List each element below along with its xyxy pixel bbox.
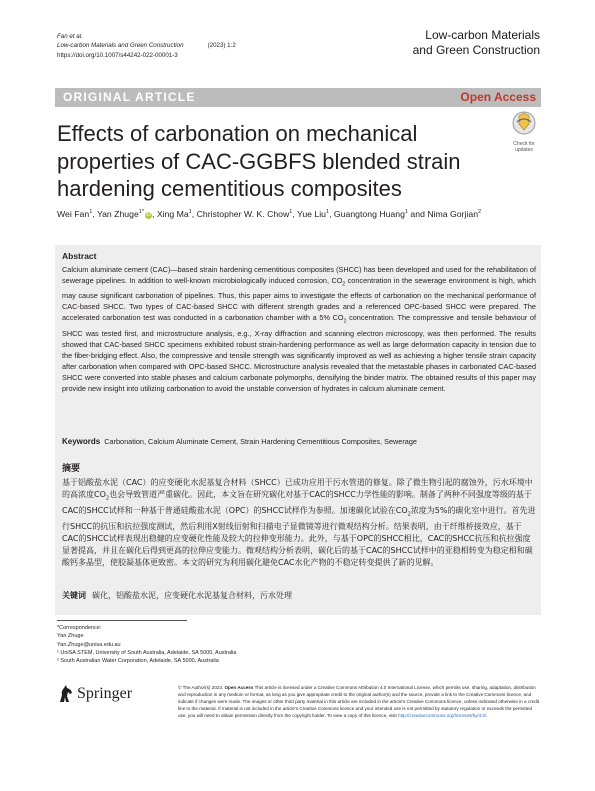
author-name[interactable]: Yan Zhuge	[96, 208, 139, 219]
chinese-abstract-heading: 摘要	[62, 463, 81, 473]
cn-part-1: 基于铝酸盐水泥（CAC）的应变硬化水泥基复合材料（SHCC）已成功应用于污水管道的修复。除了微生物引起的腐蚀外，污水环境中的高浓度CO	[62, 478, 533, 500]
keywords-text: Carbonation, Calcium Aluminate Cement, Strain Hardening Cementitious Composites, Sewerage	[104, 437, 417, 446]
article-type-label: ORIGINAL ARTICLE	[63, 90, 196, 104]
abstract-sub-2: 2	[343, 318, 347, 325]
author-affiliation: 1*	[138, 209, 144, 215]
header-authors-short: Fan et al.	[57, 33, 83, 40]
author-name[interactable]: Xing Ma	[156, 208, 189, 219]
author-name[interactable]: Nima Gorjian	[427, 208, 479, 219]
author-affiliation: 1	[89, 209, 93, 215]
abstract-part-3: concentration. The compressive and tensile behaviour of SHCC was tested first, and microstructure analysis, e.g., X-ray diffraction and scanning electron microscopy, was then performed. The results showed that CAC-based SHCC specimens exhibited robust strain-hardening performance as well as large deformation capacity in tension due to the fiber-bridging effect. Also, the compressive and tensile strength was significantly improved as well as achieving a higher tensile strain capacity after carbonation when compared with OPC-based SHCC. Microstructure analysis revealed that the metastable phases in carbonated CAC-based SHCC were converted into stable phases and calcium carbonate polymorphs, densifying the binder matrix. The obtained results of this paper may provide new insight into utilizing carbonation to avoid the unstable conversion of hydrates in calcium aluminate cement.	[62, 313, 537, 393]
cn-keywords-text: 碳化，铝酸盐水泥，应变硬化水泥基复合材料，污水处理	[92, 591, 292, 600]
license-text	[178, 684, 540, 719]
author-separator: ,	[92, 208, 97, 219]
author-name[interactable]: Yue Liu	[297, 208, 327, 219]
check-for-updates-icon	[507, 110, 541, 136]
license-body: This article is licensed under a Creative Commons Attribution 4.0 International License, which permits use, sharing, adaptation, distribution and reproduction in any medium or format, as long as you give appropriate credit to the original author(s) and the source, provide a link to the Creative Commons licence, and indicate if changes were made. The images or other third party material in this article are included in the article's Creative Commons licence, unless indicated otherwise in a credit line to the material. If material is not included in the article's Creative Commons licence and your intended use is not permitted by statutory regulation or exceeds the permitted use, you will need to obtain permission directly from the copyright holder. To view a copy of this licence, visit	[178, 685, 540, 719]
author-affiliation: 1	[326, 209, 330, 215]
author-affiliation: 2	[478, 209, 482, 215]
header-doi-link[interactable]: https://doi.org/10.1007/s44242-022-00001-3	[57, 51, 178, 59]
correspondence-email[interactable]: Yan.Zhuge@unisa.edu.au	[57, 641, 121, 648]
journal-title	[400, 28, 540, 57]
chinese-abstract-text	[62, 477, 536, 570]
author-affiliation: 1	[404, 209, 408, 215]
license-lead: © The Author(s) 2023.	[178, 685, 225, 690]
journal-title-line2: and Green Construction	[412, 42, 540, 57]
abstract-part-2: concentration in the sewerage environment is high, which may cause significant carbonation of pipelines. Thus, this paper aims to investigate the effects of carbonation on the mechanical performance of CAC-based SHCC. Two types of CAC-based SHCC with different strength grades and a referenced OPC-based SHCC were prepared. The accelerated carbonation test was conducted in a carbonation chamber with a 5% CO	[62, 276, 536, 323]
author-affiliation: 1	[289, 209, 293, 215]
header-journal-line	[57, 41, 236, 50]
title-line-1: Effects of carbonation on mechanical	[57, 121, 418, 146]
journal-title-line1: Low-carbon Materials	[425, 28, 540, 42]
cn-sub-1: 2	[105, 495, 110, 502]
author-affiliation: 1	[188, 209, 192, 215]
keywords	[62, 436, 536, 447]
author-separator: and	[408, 208, 428, 219]
title-line-2: properties of CAC-GGBFS blended strain	[57, 148, 461, 174]
correspondence-label: *Correspondence:	[57, 625, 102, 631]
correspondence-block	[57, 620, 297, 665]
license-open-access: Open Access	[224, 685, 254, 690]
correspondence-divider	[57, 620, 187, 621]
affiliation-2: ² South Australian Water Corporation, Adelaide, SA 5000, Australia	[57, 658, 219, 665]
author-name[interactable]: Guangtong Huang	[333, 208, 405, 219]
cn-part-2: 也会导致管道严重碳化。因此，本文旨在研究碳化对基于CAC的SHCC力学性能的影响。制备了两种不同强度等级的基于CAC的SHCC试样和一种基于普通硅酸盐水泥（OPC）的SHCC试样作为参照。加速碳化试验在CO	[62, 490, 532, 515]
header-year-issue: (2023) 1:2	[207, 42, 236, 50]
affiliation-1: ¹ UniSA STEM, University of South Australia, Adelaide, SA 5000, Australia	[57, 649, 237, 656]
correspondence-name: Yan Zhuge	[57, 633, 84, 640]
badge-line2: updates	[515, 147, 533, 153]
title-line-3: hardening cementitious composites	[57, 176, 402, 201]
orcid-icon[interactable]: iD	[146, 211, 151, 218]
license-end: .	[486, 713, 488, 719]
abstract-sub-1: 2	[342, 281, 346, 288]
badge-line1: Check for	[513, 141, 535, 147]
author-separator: ,	[329, 208, 334, 219]
header-journal-name: Low-carbon Materials and Green Construction	[57, 42, 184, 50]
article-title	[57, 120, 487, 203]
cn-sub-2: 2	[407, 511, 411, 518]
springer-wordmark: Springer	[77, 685, 133, 702]
author-name[interactable]: Christopher W. K. Chow	[196, 208, 290, 219]
abstract-part-1: Calcium aluminate cement (CAC)—based strain hardening cementitious composites (SHCC) has been developed and used for the rehabilitation of sewerage pipelines. In addition to well-known microbiologically induced corrosion, CO	[62, 265, 536, 285]
author-separator: ,	[152, 208, 157, 219]
author-separator: ,	[191, 208, 197, 219]
header-meta	[57, 32, 236, 60]
abstract-text	[62, 264, 536, 394]
check-for-updates-badge[interactable]	[507, 110, 541, 153]
chinese-keywords	[62, 590, 536, 602]
keywords-label: Keywords	[62, 437, 101, 446]
springer-horse-icon	[57, 684, 75, 704]
author-name[interactable]: Wei Fan	[57, 208, 90, 219]
abstract-heading: Abstract	[62, 251, 97, 261]
license-url[interactable]: http://creativecommons.org/licenses/by/4.0/	[398, 713, 487, 719]
author-separator: ,	[292, 208, 298, 219]
open-access-label: Open Access	[460, 90, 536, 104]
author-list	[57, 206, 547, 220]
cn-keywords-label: 关键词	[62, 591, 86, 600]
cn-part-3: 浓度为5%的碳化室中进行。首先进行SHCC的抗压和抗拉强度测试，然后利用X射线衍射和扫描电子显微镜等进行微观结构分析。结果表明，由于纤维桥接效应，基于CAC的SHCC试样表现出稳健的应变硬化性能及较大的拉伸变形能力。此外，与基于OPC的SHCC相比，CAC的SHCC抗压和抗拉强度显著提高，并且在碳化后得到更高的拉伸应变能力。微观结构分析表明，碳化后的基于CAC的SHCC试样中的亚稳相转变为稳定相和碳酸钙多晶型，使胶凝基体更致密。本文的研究为利用碳化避免CAC水化产物的不稳定转变提供了新的见解。	[62, 506, 536, 568]
